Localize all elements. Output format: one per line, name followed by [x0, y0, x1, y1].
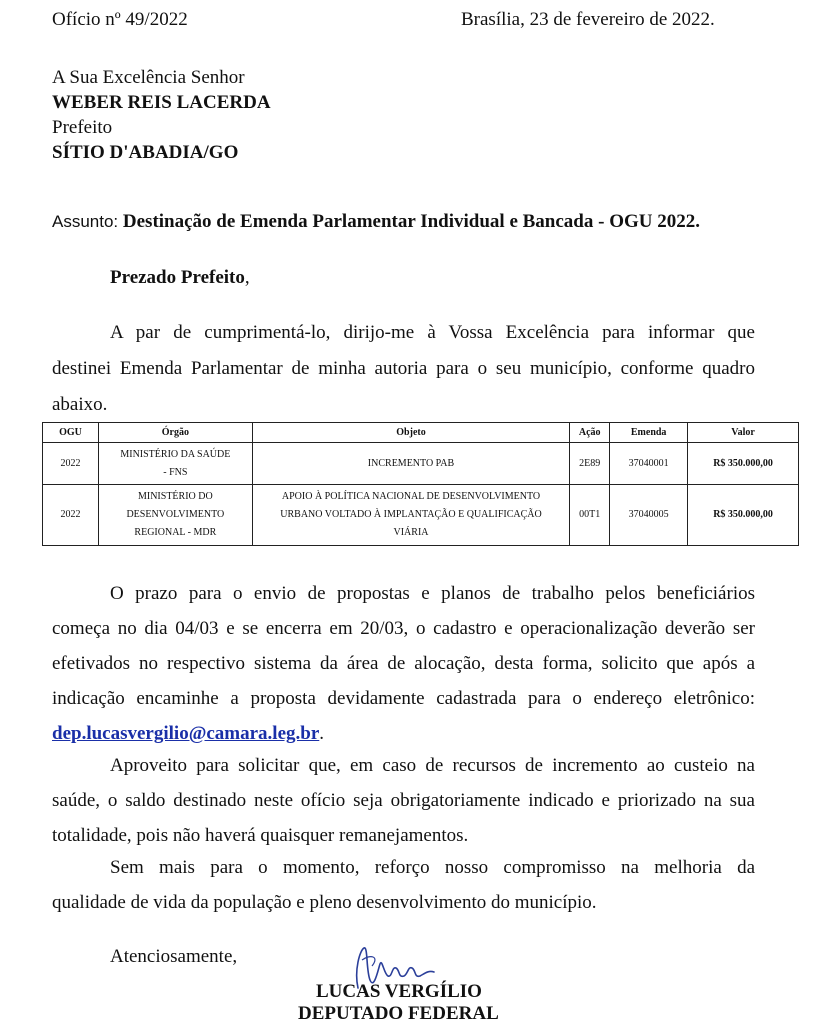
cell-ogu: 2022 [43, 443, 99, 485]
paragraph-line: indicação encaminhe a proposta devidamente cadastrada para o endereço eletrônico: [52, 688, 755, 709]
paragraph-line: Sem mais para o momento, reforço nosso compromisso na melhoria da [110, 857, 755, 878]
intro-paragraph [52, 315, 755, 423]
header-objeto: Objeto [252, 423, 569, 443]
orgao-line: - FNS [163, 466, 188, 478]
objeto-line: APOIO À POLÍTICA NACIONAL DE DESENVOLVIMENTO [281, 491, 541, 502]
cell-emenda: 37040005 [610, 485, 688, 546]
header-emenda: Emenda [610, 423, 688, 443]
greeting [110, 266, 250, 290]
orgao-line: MINISTÉRIO DO [137, 491, 213, 502]
place-date: Brasília, 23 de fevereiro de 2022. [461, 9, 715, 30]
subject-line [52, 210, 700, 234]
cell-objeto [252, 485, 569, 546]
intro-line: abaixo. [52, 394, 108, 415]
cell-valor: R$ 350.000,00 [688, 485, 799, 546]
subject-label: Assunto: [52, 212, 119, 231]
header-acao: Ação [570, 423, 610, 443]
greeting-comma: , [244, 267, 250, 288]
objeto-line: VIÁRIA [393, 527, 429, 538]
table-row [43, 485, 799, 546]
paragraph-line: totalidade, pois não haverá quaisquer remanejamentos. [52, 825, 469, 846]
cell-orgao [98, 485, 252, 546]
email-suffix: . [319, 723, 325, 744]
recipient-role: Prefeito [52, 117, 113, 138]
recipient-city: SÍTIO D'ABADIA/GO [52, 142, 239, 163]
email-link[interactable]: dep.lucasvergilio@camara.leg.br [52, 723, 320, 744]
closing-salutation: Atenciosamente, [110, 946, 238, 967]
orgao-line: MINISTÉRIO DA SAÚDE [120, 448, 231, 460]
greeting-text: Prezado Prefeito [110, 267, 245, 288]
deadline-paragraph [52, 576, 755, 751]
table-row [43, 443, 799, 485]
header-orgao: Órgão [98, 423, 252, 443]
paragraph-line: começa no dia 04/03 e se encerra em 20/03, o cadastro e operacionalização deverão ser [52, 618, 755, 639]
recipient-name: WEBER REIS LACERDA [52, 92, 271, 113]
cell-emenda: 37040001 [610, 443, 688, 485]
paragraph-line: efetivados no respectivo sistema da área de alocação, desta forma, solicito que após a [52, 653, 755, 674]
cell-acao: 00T1 [570, 485, 610, 546]
cell-orgao [98, 443, 252, 485]
cell-ogu: 2022 [43, 485, 99, 546]
signer-title: DEPUTADO FEDERAL [298, 1003, 499, 1024]
email-line [52, 716, 755, 751]
header-ogu: OGU [43, 423, 99, 443]
paragraph-line: Aproveito para solicitar que, em caso de recursos de incremento ao custeio na [110, 755, 755, 776]
signer-name: LUCAS VERGÍLIO [316, 981, 482, 1002]
header-valor: Valor [688, 423, 799, 443]
objeto-line: URBANO VOLTADO À IMPLANTAÇÃO E QUALIFICAÇÃO [280, 509, 542, 520]
intro-line: destinei Emenda Parlamentar de minha autoria para o seu município, conforme quadro [52, 358, 755, 379]
paragraph-line: saúde, o saldo destinado neste ofício seja obrigatoriamente indicado e priorizado na sua [52, 790, 755, 811]
orgao-line: REGIONAL - MDR [134, 527, 217, 538]
cell-valor: R$ 350.000,00 [688, 443, 799, 485]
cell-objeto [252, 443, 569, 485]
amendments-table [42, 422, 799, 546]
intro-line: A par de cumprimentá-lo, dirijo-me à Vossa Excelência para informar que [110, 322, 755, 343]
paragraph-line: qualidade de vida da população e pleno desenvolvimento do município. [52, 892, 597, 913]
objeto-line: INCREMENTO PAB [367, 457, 455, 469]
table-header-row [43, 423, 799, 443]
closing-paragraph [52, 850, 755, 920]
oficio-number: Ofício nº 49/2022 [52, 9, 188, 30]
subject-text: Destinação de Emenda Parlamentar Individual e Bancada - OGU 2022. [122, 211, 700, 232]
recipient-salutation: A Sua Excelência Senhor [52, 67, 245, 88]
orgao-line: DESENVOLVIMENTO [126, 509, 225, 520]
cell-acao: 2E89 [570, 443, 610, 485]
priority-paragraph [52, 748, 755, 853]
paragraph-line: O prazo para o envio de propostas e planos de trabalho pelos beneficiários [110, 583, 755, 604]
